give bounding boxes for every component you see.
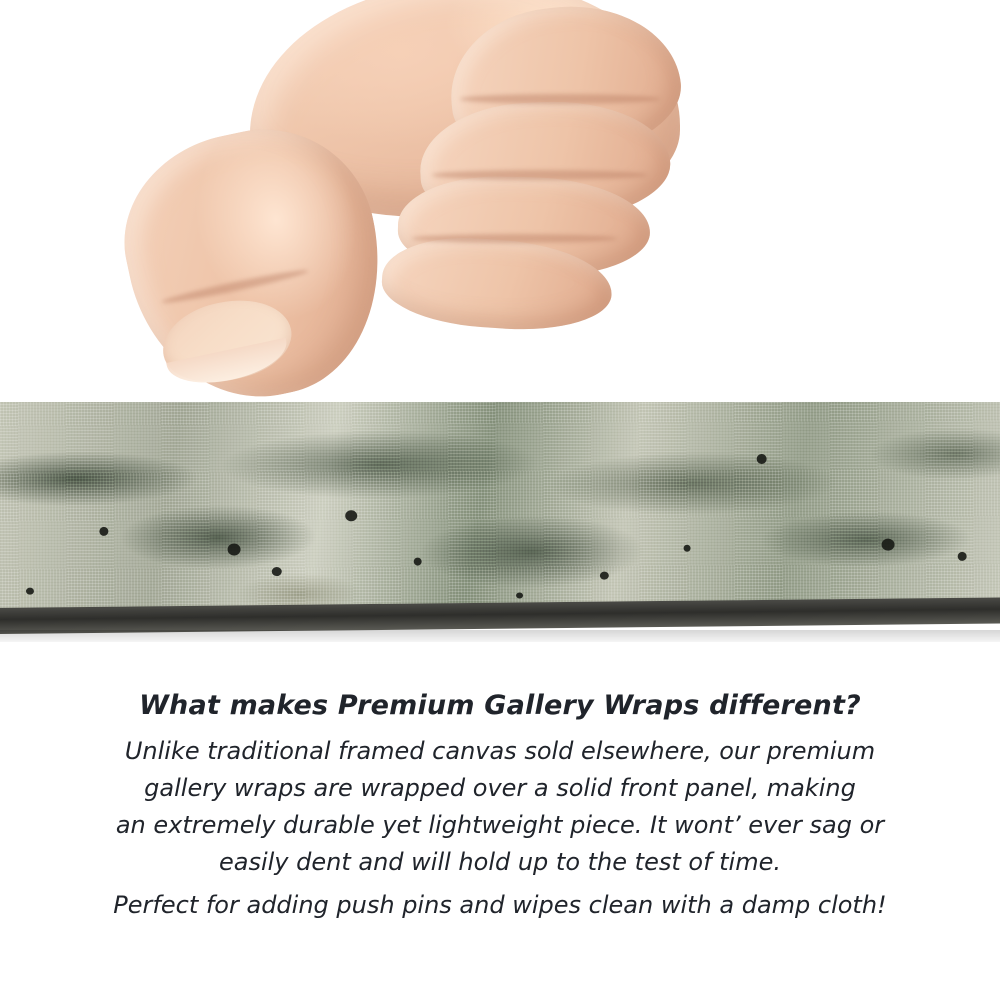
human-hand <box>120 0 680 402</box>
caption-block <box>0 690 1000 924</box>
caption-title: What makes Premium Gallery Wraps different? <box>139 690 861 721</box>
finger-crease <box>460 94 660 104</box>
caption-line-3: an extremely durable yet lightweight piece. It wont’ ever sag or <box>115 811 885 839</box>
caption-closing-line: Perfect for adding push pins and wipes clean with a damp cloth! <box>113 891 887 919</box>
caption-line-2: gallery wraps are wrapped over a solid front panel, making <box>144 774 856 802</box>
finger-crease <box>412 234 617 243</box>
gallery-wrap-edge <box>0 402 1000 642</box>
canvas-artwork-texture <box>0 402 1000 624</box>
canvas-speckles <box>0 402 1000 624</box>
hand-photo-region <box>0 0 1000 410</box>
caption-line-4: easily dent and will hold up to the test of time. <box>218 848 781 876</box>
caption-line-1: Unlike traditional framed canvas sold elsewhere, our premium <box>124 737 876 765</box>
canvas-drop-shadow <box>0 630 1000 642</box>
finger-crease <box>432 170 647 180</box>
